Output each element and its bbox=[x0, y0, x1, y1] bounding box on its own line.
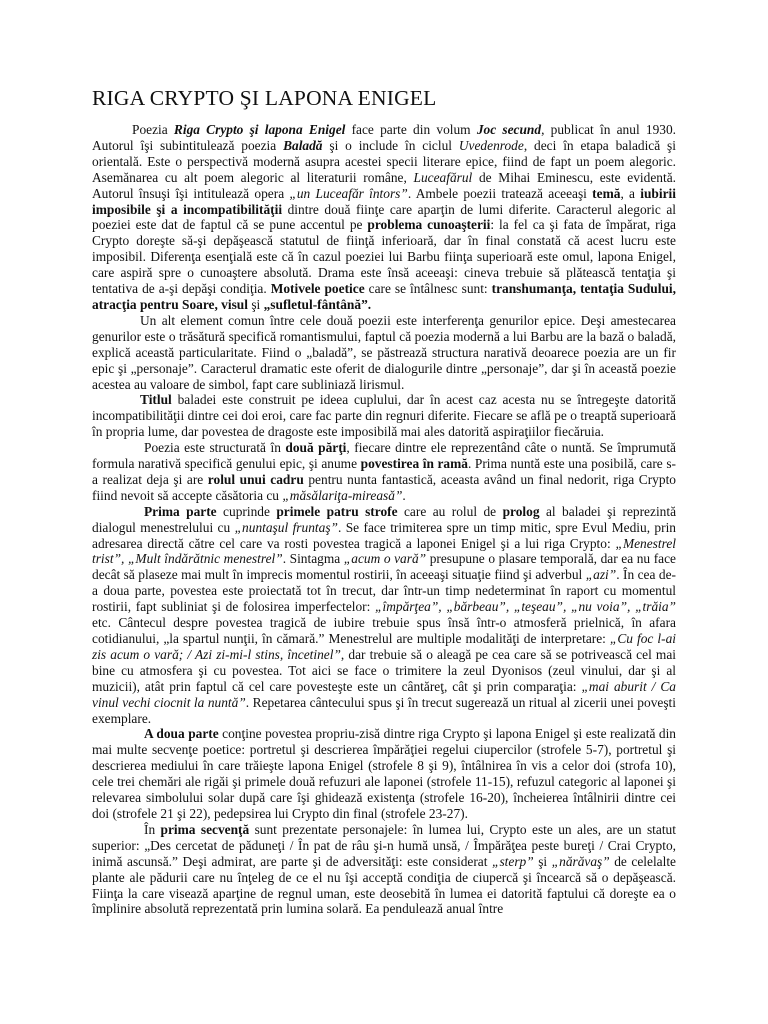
paragraph-first-part bbox=[92, 504, 676, 727]
text-run: baladei este construit pe ideea cuplului, dar în acest caz acesta nu se întregeşte datorită incompatibilităţii dintre cei doi eroi, care fac parte din regnuri diferite. Fiecare se află pe o treaptă superioară în propria lume, dar povestea de dragoste este imposibilă mai ales datorită aspiraţiilor fiecăruia. bbox=[92, 392, 676, 440]
quote: „împărţea”, „bărbeau”, „teşeau”, „nu voia”, „trăia” bbox=[375, 599, 677, 615]
quote: „nărăvaş” bbox=[551, 853, 610, 869]
text-run: şi o include în ciclul bbox=[322, 137, 459, 153]
text-run: . În cea de-a doua parte, povestea este proiectată tot în trecut, dar într-un timp nedeterminat în raport cu momentul rostirii, fapt subliniat şi de folosirea imperfectelor: bbox=[92, 567, 676, 615]
text-run: etc. Cântecul despre povestea tragică de iubire trebuie spus însă într-o atmosferă prielnică, în afara cotidianului, „la spartul nunţii, în cămară.” Menestrelul are multiple modalităţi de interpretare: bbox=[92, 615, 676, 646]
text-run: , a bbox=[620, 185, 641, 201]
text-run: şi bbox=[247, 296, 264, 312]
bold-term: Prima parte bbox=[144, 503, 217, 519]
text-run: , deci în etapa baladică şi orientală. Este o perspectivă modernă asupra acestei specii literare epice, fiind de fapt un poem alegoric. Asemănarea cu alt poem alegoric al literaturii române, bbox=[92, 137, 676, 185]
text-run: , dar trebuie să o aleagă pe cea care să se potrivească cel mai bine cu atmosfera şi cu povestea. Tot aici se face o trimitere la zeul Dyonisos (zeul vinului, dar şi al muzicii), atât prin faptul că cel care povesteşte este un cântăreţ, cât şi prin comparaţia: bbox=[92, 646, 676, 694]
text-run: conţine povestea propriu-zisă dintre riga Crypto şi lapona Enigel şi este realizată din mai multe secvenţe poetice: portretul şi descrierea împărăţiei regelui ciupercilor (strofele 5-7), portretul şi descrierea mediului în care trăieşte lapona Enigel (strofele 8 şi 9), întâlnirea în vis a celor doi (strofa 10), cele trei chemări ale rigăi şi primele două refuzuri ale laponei (strofele 11-15), refuzul categoric al laponei şi relevarea simbolului solar după care îşi ghidează existenţa (strofele 16-20), încheierea întâlnirii dintre cei doi (strofele 21 şi 22), pedepsirea lui Crypto din final (strofele 23-27). bbox=[92, 726, 676, 821]
quote: „un Luceafăr întors” bbox=[289, 185, 408, 201]
quote: „sterp” bbox=[492, 853, 534, 869]
quote: „Menestrel trist”, „Mult îndărătnic menestrel” bbox=[92, 535, 676, 567]
text-run: . Ambele poezii tratează aceeaşi bbox=[407, 185, 593, 201]
text-run: . Prima nuntă este una posibilă, care s-a realizat deja şi are bbox=[92, 456, 676, 487]
text-run: care au rolul de bbox=[397, 503, 503, 519]
paragraph-genres bbox=[92, 313, 676, 393]
bold-term: A doua parte bbox=[144, 726, 219, 742]
text-run: În bbox=[144, 821, 161, 837]
text-run: presupune o plasare temporală, dar ea nu face decât să plaseze mai mult în imprecis momentul rostirii, în aceeaşi situaţie fiind şi adverbul bbox=[92, 551, 676, 583]
bold-term: rolul unui cadru bbox=[207, 471, 304, 487]
text-run: dintre două fiinţe care aparţin de lumi diferite. Caracterul alegoric al poeziei este dat de faptul că se pune accentul pe bbox=[92, 201, 676, 233]
document-title: RIGA CRYPTO ŞI LAPONA ENIGEL bbox=[92, 86, 437, 110]
quote: „azi” bbox=[585, 567, 617, 583]
bold-term: povestirea în ramă bbox=[360, 456, 468, 472]
quote: „mai aburit / Ca vinul vechi ciocnit la nuntă” bbox=[92, 678, 676, 710]
text-run: de Mihai Eminescu, este evidentă. Autorul însuşi îşi intitulează opera bbox=[92, 169, 676, 201]
text-run: de celelalte plante ale pădurii care nu înţeleg de ce el nu îşi acceptă condiţia de ciupercă şi încearcă să o depăşească. Fiinţa la care visează aparţine de regnul uman, este deosebită în lumea ei datorită faptului că doreşte ea o împlinire absolută reprezentată prin lumina solară. Ea pendulează anual între bbox=[92, 853, 677, 917]
text-run: sunt prezentate personajele: în lumea lui, Crypto este un ales, are un statut superior: „Des cercetat de păduneţi / În pat de râu şi-n humă unsă, / Împărăţea peste bureţi / Crai Crypto, inimă ascunsă.” Deşi admirat, are parte şi de adversităţi: este considerat bbox=[92, 821, 676, 869]
poem-title-emphasis: Riga Crypto şi lapona Enigel bbox=[173, 122, 346, 137]
bold-term: Titlul bbox=[140, 392, 172, 408]
text-run: , fiecare dintre ele reprezentând câte o nuntă. Se împrumută formula narativă specifică genului epic, şi anume bbox=[92, 440, 676, 472]
text-run: Poezia este structurată în bbox=[144, 440, 286, 456]
document-body bbox=[92, 122, 676, 917]
text-run: face parte din volum bbox=[345, 122, 477, 137]
bold-term: transhumanţa, tentaţia Sudului, atracţia pentru Soare, visul bbox=[92, 281, 676, 312]
quote: „măsălariţa-mireasă” bbox=[282, 487, 403, 503]
bold-term: Motivele poetice bbox=[270, 281, 365, 297]
text-run: pentru nunta fantastică, aceasta având un final nedorit, riga Crypto fiind nevoit să accepte căsătoria cu bbox=[92, 471, 676, 503]
text-run: . bbox=[402, 487, 406, 503]
quote: „acum o vară” bbox=[343, 551, 427, 567]
text-run: cuprinde bbox=[216, 503, 277, 519]
text-run: , publicat în anul 1930. Autorul îşi subintitulează poezia bbox=[92, 122, 677, 153]
paragraph-structure bbox=[92, 440, 676, 504]
text-run: : la fel ca şi fata de împărat, riga Crypto doreşte să-şi depăşească statutul de fiinţă inferioară, dar în final constată că acest lucru este imposibil. Diferenţa esenţială este că în cazul poeziei lui Barbu fiinţa superioară este omul, lapona Enigel, care aspiră spre o cunoaştere absolută. Drama este însă aceeaşi: cineva trebuie să plătească tentaţia şi tentativa de a-şi depăşi condiţia. bbox=[92, 217, 676, 297]
text-run: Un alt element comun între cele două poezii este interferenţa genurilor epice. Deşi amestecarea genurilor este o trăsătură specifică romantismului, faptul că poezia modernă a lui Barbu are la bază o baladă, explică această particularitate. Fiind o „baladă”, se păstrează structura narativă deoarece poezia are un fir epic şi „personaje”. Caracterul dramatic este oferit de dialogurile dintre „personaje”, dar şi în această poezie acestea au valoare de simbol, fapt care subliniază lirismul. bbox=[92, 312, 676, 392]
bold-term: „sufletul-fântână”. bbox=[263, 296, 372, 312]
quote: „nuntaşul fruntaş” bbox=[234, 519, 338, 535]
text-run: . Repetarea cântecului spus şi în trecut sugerează un ritual al zicerii unei poveşti exemplare. bbox=[92, 694, 676, 726]
paragraph-title bbox=[92, 392, 676, 440]
text-run: Poezia bbox=[132, 122, 174, 137]
text-run: care se întâlnesc sunt: bbox=[364, 281, 492, 297]
bold-term: prolog bbox=[502, 503, 540, 519]
text-run: al baladei şi reprezintă dialogul menestrelului cu bbox=[92, 503, 677, 535]
work-title: Luceafărul bbox=[413, 169, 473, 185]
bold-term: iubirii imposibile şi a incompatibilităţii bbox=[92, 185, 676, 217]
cycle-title: Uvedenrode bbox=[458, 137, 524, 153]
paragraph-intro bbox=[92, 122, 676, 313]
text-run: . Sintagma bbox=[282, 551, 344, 567]
text-run: . Se face trimiterea spre un timp mitic, spre Evul Mediu, prin adresarea directă către cel care va rosti povestea tragică a laponei Enigel şi a lui riga Crypto: bbox=[92, 519, 677, 551]
paragraph-first-sequence bbox=[92, 822, 676, 917]
paragraph-second-part bbox=[92, 726, 676, 821]
bold-term: temă bbox=[592, 185, 621, 201]
genre-emphasis: Baladă bbox=[283, 137, 323, 153]
text-run: şi bbox=[533, 853, 552, 869]
bold-term: prima secvenţă bbox=[160, 821, 250, 837]
bold-term: problema cunoaşterii bbox=[367, 217, 491, 233]
volume-title-emphasis: Joc secund bbox=[476, 122, 542, 137]
bold-term: primele patru strofe bbox=[276, 503, 398, 519]
quote: „Cu foc l-ai zis acum o vară; / Azi zi-mi-l stins, încetinel” bbox=[92, 631, 677, 662]
bold-term: două părţi bbox=[285, 440, 347, 456]
